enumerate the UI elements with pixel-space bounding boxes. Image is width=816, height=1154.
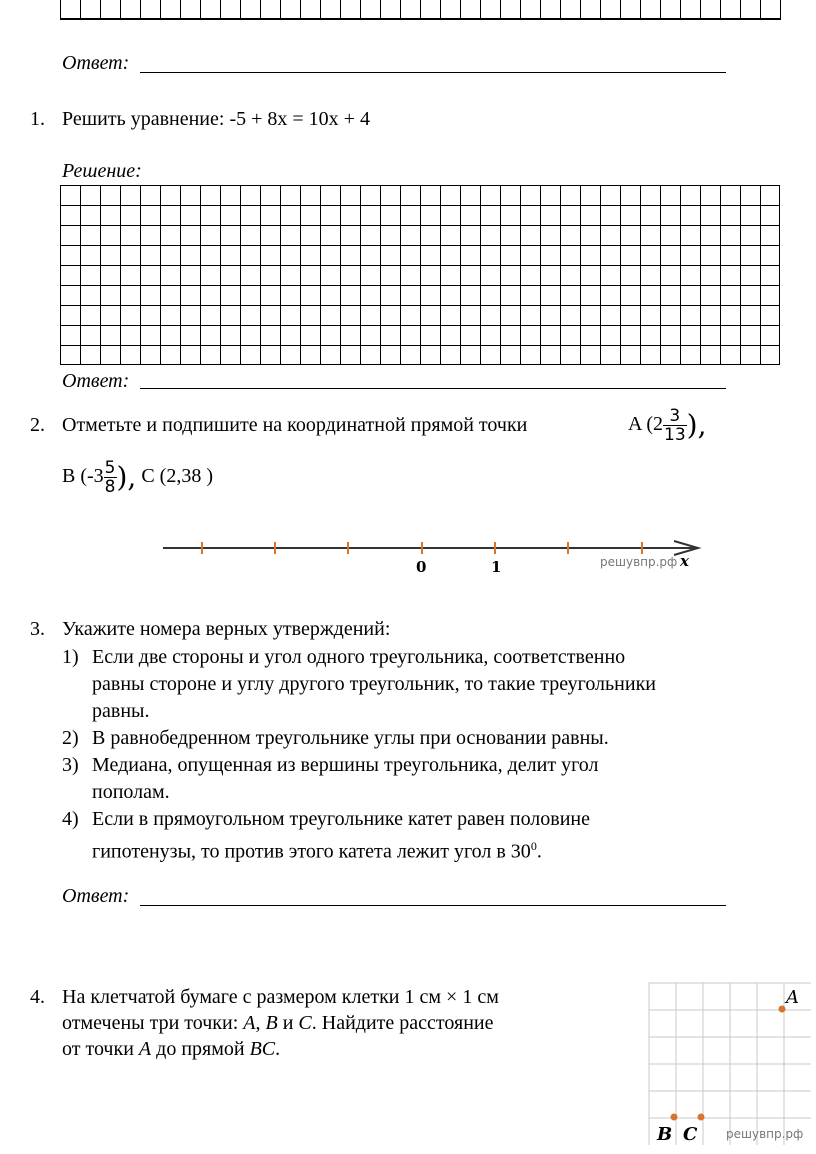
task4-line2a: отмечены три точки: xyxy=(62,1012,244,1034)
axis-x-label: x xyxy=(680,552,689,570)
point-a-prefix: A (2 xyxy=(628,413,663,435)
top-answer-line[interactable] xyxy=(140,72,726,73)
point-c-dot xyxy=(698,1114,705,1121)
task2-point-a xyxy=(628,400,706,449)
figure-watermark: решувпр.рф xyxy=(726,1127,804,1141)
statement-3-line2: пополам. xyxy=(92,781,170,803)
statement-2-number: 2) xyxy=(62,727,79,749)
statement-4-line2 xyxy=(92,833,542,865)
task1-solution-label: Решение: xyxy=(62,160,142,182)
task4-line3a: от точки xyxy=(62,1038,139,1060)
statement-1-line2: равны стороне и углу другого треугольник, то такие треугольники xyxy=(92,673,656,695)
axis-zero-label: 0 xyxy=(416,558,427,576)
task2-point-b xyxy=(62,452,213,501)
top-answer-label: Ответ: xyxy=(62,52,130,74)
task3-text: Укажите номера верных утверждений: xyxy=(62,618,391,640)
axis-one-label: 1 xyxy=(491,558,502,576)
point-b-fraction xyxy=(104,459,117,496)
task3-answer-line[interactable] xyxy=(140,905,726,906)
top-grid xyxy=(60,0,781,20)
task4-point-a: A xyxy=(243,1012,256,1034)
task4-point-c: C xyxy=(298,1012,312,1034)
task1-answer-label: Ответ: xyxy=(62,370,130,392)
point-a-suffix: ), xyxy=(686,408,707,442)
point-b-numerator: 5 xyxy=(104,457,116,478)
statement-4-line1: Если в прямоугольном треугольнике катет равен половине xyxy=(92,808,591,830)
figure-label-c: C xyxy=(683,1124,698,1145)
task4-line3b: до прямой xyxy=(151,1038,250,1060)
point-b-prefix: B (-3 xyxy=(62,465,104,487)
statement-4-line2-text: гипотенузы, то против этого катета лежит угол в 30 xyxy=(92,840,531,863)
statement-1-number: 1) xyxy=(62,646,79,668)
point-a-fraction xyxy=(663,407,687,444)
statement-4-number: 4) xyxy=(62,808,79,830)
point-b-denominator: 8 xyxy=(104,476,116,497)
point-c: C (2,38 ) xyxy=(141,465,213,487)
number-line-watermark: решувпр.рф xyxy=(600,555,678,569)
statement-1-line3: равны. xyxy=(92,700,150,722)
task4-dot: . xyxy=(275,1038,281,1060)
statement-3-number: 3) xyxy=(62,754,79,776)
task3-number: 3. xyxy=(30,618,45,640)
statement-2-line1: В равнобедренном треугольнике углы при основании равны. xyxy=(92,727,609,749)
task4-line3 xyxy=(62,1036,280,1062)
point-a-denominator: 13 xyxy=(664,424,686,445)
task4-comma: , xyxy=(255,1012,266,1034)
degree-superscript: 0 xyxy=(530,839,537,853)
statement-3-line1: Медиана, опущенная из вершины треугольника, делит угол xyxy=(92,754,599,776)
figure-label-b: B xyxy=(657,1124,673,1145)
task1-text: Решить уравнение: -5 + 8x = 10x + 4 xyxy=(62,108,370,130)
task4-line2 xyxy=(62,1010,494,1036)
task2-number: 2. xyxy=(30,414,45,436)
statement-1-line1: Если две стороны и угол одного треугольника, соответственно xyxy=(92,646,626,668)
task4-line1: На клетчатой бумаге с размером клетки 1 см × 1 см xyxy=(62,986,499,1008)
grid-figure xyxy=(646,980,811,1145)
task4-line2b: . Найдите расстояние xyxy=(311,1012,494,1034)
point-a-numerator: 3 xyxy=(663,407,687,426)
task3-answer-label: Ответ: xyxy=(62,885,130,907)
task4-point-a-ref: A xyxy=(138,1038,152,1060)
task1-solution-grid[interactable] xyxy=(60,185,780,365)
task2-text: Отметьте и подпишите на координатной прямой точки xyxy=(62,414,528,436)
task4-and: и xyxy=(277,1012,299,1034)
task4-number: 4. xyxy=(30,986,45,1008)
task1-answer-line[interactable] xyxy=(140,388,726,389)
point-b-suffix: ), xyxy=(116,460,137,494)
number-line[interactable] xyxy=(160,535,705,580)
task4-line-bc: BC xyxy=(249,1038,276,1060)
point-a-dot xyxy=(779,1006,786,1013)
figure-label-a: A xyxy=(786,987,799,1008)
task4-point-b: B xyxy=(265,1012,278,1034)
task1-number: 1. xyxy=(30,108,45,130)
point-b-dot xyxy=(671,1114,678,1121)
statement-4-end: . xyxy=(536,840,542,863)
